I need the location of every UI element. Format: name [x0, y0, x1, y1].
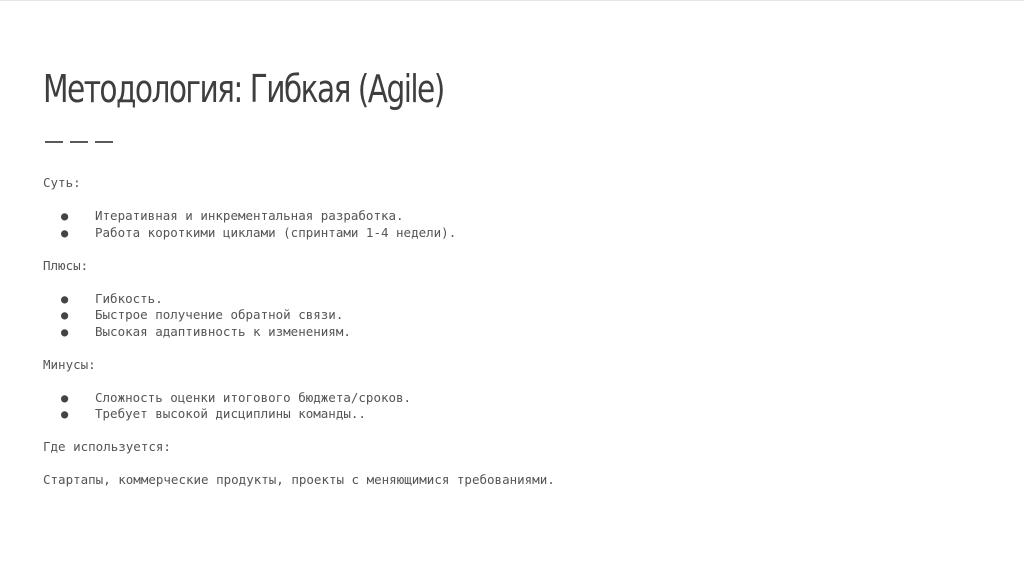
section-heading-essence: Суть:	[43, 175, 81, 190]
list-item	[43, 390, 983, 407]
list-item	[43, 225, 983, 242]
list-item	[43, 307, 983, 324]
accent-dash	[70, 141, 88, 143]
essence-list	[43, 208, 983, 241]
list-item-text: Быстрое получение обратной связи.	[95, 307, 344, 322]
bullet-icon: ●	[61, 407, 69, 421]
bullet-icon: ●	[61, 308, 69, 322]
section-heading-usage: Где используется:	[43, 439, 171, 454]
list-item	[43, 406, 983, 423]
list-item	[43, 291, 983, 308]
list-item-text: Работа короткими циклами (спринтами 1-4 недели).	[95, 224, 457, 240]
bullet-icon: ●	[61, 324, 69, 339]
accent-dash	[95, 141, 113, 143]
bullet-icon: ●	[61, 225, 69, 240]
accent-dash	[45, 141, 63, 143]
bullet-icon: ●	[61, 291, 69, 306]
section-heading-cons: Минусы:	[43, 356, 96, 372]
section-heading-pros: Плюсы:	[43, 257, 89, 273]
pros-list	[43, 291, 983, 341]
slide-body	[43, 175, 983, 489]
title-accent-divider	[45, 141, 113, 143]
usage-text: Стартапы, коммерческие продукты, проекты с меняющимися требованиями.	[43, 472, 555, 487]
list-item-text: Итеративная и инкрементальная разработка.	[95, 208, 404, 223]
list-item-text: Высокая адаптивность к изменениям.	[95, 323, 351, 339]
cons-list	[43, 390, 983, 423]
list-item	[43, 324, 983, 341]
list-item	[43, 208, 983, 225]
bullet-icon: ●	[61, 209, 69, 223]
list-item-text: Сложность оценки итогового бюджета/сроков.	[95, 389, 412, 405]
list-item-text: Требует высокой дисциплины команды..	[95, 406, 366, 421]
list-item-text: Гибкость.	[95, 290, 163, 306]
slide-title: Методология: Гибкая (Agile)	[43, 67, 444, 111]
bullet-icon: ●	[61, 390, 69, 405]
